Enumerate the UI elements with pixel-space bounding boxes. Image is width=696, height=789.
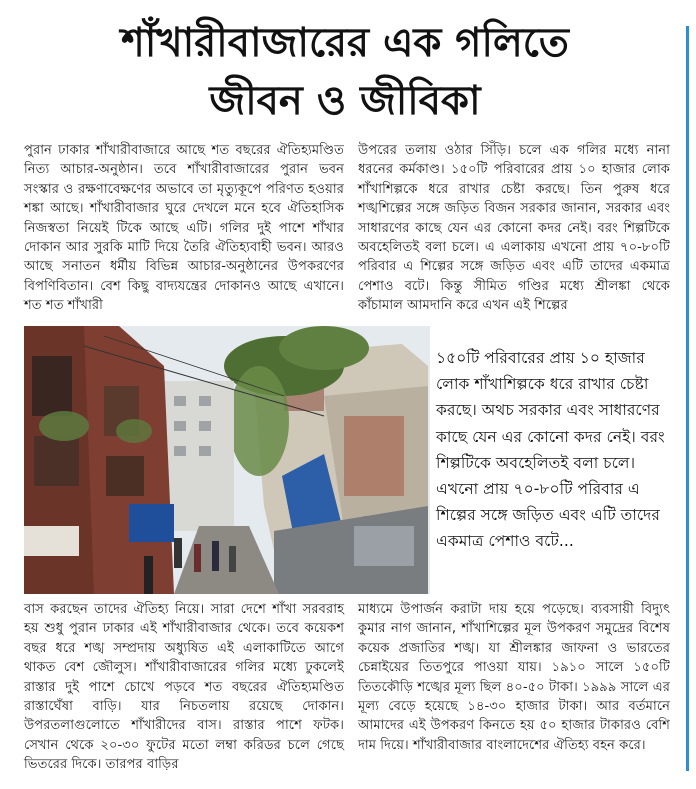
paragraph: উপরের তলায় ওঠার সিঁড়ি। চলে এক গলির মধ্যে নানা ধরনের কর্মকাণ্ড। ১৫০টি পরিবারের প্রায় ১০ হাজার লোক শাঁখাশিল্পকে ধরে রাখার চেষ্টা করছে। তিন পুরুষ ধরে শঙ্খশিল্পের সঙ্গে জড়িত বিজন সরকার জানান, সরকার এবং সাধারণের কাছে যেন এর কোনো কদর নেই। বরং শিল্পটিকে অবহেলিতই বলা চলে। এ এলাকায় এখনো প্রায় ৭০-৮০টি পরিবার এ শিল্পের সঙ্গে জড়িত এবং এটি তাদের একমাত্র পেশাও বটে। কিন্তু সীমিত গণ্ডির মধ্যে শ্রীলঙ্কা থেকে কাঁচামাল আমদানি করে এখন এই শিল্পের [358, 143, 670, 314]
article-column-right-bottom [358, 600, 670, 755]
pull-quote: ১৫০টি পরিবারের প্রায় ১০ হাজার লোক শাঁখাশিল্পকে ধরে রাখার চেষ্টা করছে। অথচ সরকার এবং সাধারণের কাছে যেন এর কোনো কদর নেই। বরং শিল্পটিকে অবহেলিতই বলা চলে। এখনো প্রায় ৭০-৮০টি পরিবার এ শিল্পের সঙ্গে জড়িত এবং এটি তাদের একমাত্র পেশাও বটে... [436, 349, 665, 551]
headline [0, 14, 690, 130]
paragraph: মাধ্যমে উপার্জন করাটা দায় হয়ে পড়েছে। ব্যবসায়ী বিদ্যুৎ কুমার নাগ জানান, শাঁখাশিল্পের মূল উপকরণ সমুদ্রের বিশেষ কয়েক প্রজাতির শঙ্খ। যা শ্রীলঙ্কার জাফনা ও ভারতের চেন্নাইয়ের তিতপুরে পাওয়া যায়। ১৯১০ সালে ১৫০টি তিতকৌড়ি শঙ্খের মূল্য ছিল ৪০-৫০ টাকা। ১৯৯৯ সালে এর মূল্য বেড়ে হয়েছে ১৪-৩০ হাজার টাকা। আর বর্তমানে আমাদের এই উপকরণ কিনতে হয় ৫০ হাজার টাকারও বেশি দাম দিয়ে। শাঁখারীবাজার বাংলাদেশের ঐতিহ্য বহন করে। [358, 602, 670, 753]
street-photo [24, 326, 430, 594]
article-column-left-bottom [24, 600, 344, 775]
paragraph: বাস করছেন তাদের ঐতিহ্য নিয়ে। সারা দেশে শাঁখা সরবরাহ হয় শুধু পুরান ঢাকার এই শাঁখারীবাজার থেকে। তবে কয়েকশ বছর ধরে শঙ্খ সম্প্রদায় অধ্যুষিত এই এলাকাটিতে আগে থাকত বেশ জৌলুস। শাঁখারীবাজারের গলির মধ্যে ঢুকলেই রাস্তার দুই পাশে চোখে পড়বে শত বছরের ঐতিহ্যমণ্ডিত রাস্তাঘেঁষা বাড়ি। যার নিচতলায় রয়েছে দোকান। উপরতলাগুলোতে শাঁখারীদের বাস। রাস্তার পাশে ফটক। সেখান থেকে ২০-৩০ ফুটের মতো লম্বা করিডর চলে গেছে ভিতরের দিকে। তারপর বাড়ির [24, 602, 344, 773]
street-photo-image [24, 326, 430, 594]
headline-line-2: জীবন ও জীবিকা [209, 77, 481, 124]
article-column-right-top [358, 141, 670, 316]
headline-line-1: শাঁখারীবাজারের এক গলিতে [121, 19, 569, 66]
paragraph: পুরান ঢাকার শাঁখারীবাজারে আছে শত বছরের ঐতিহ্যমণ্ডিত নিত্য আচার-অনুষ্ঠান। তবে শাঁখারীবাজারের পুরান ভবন সংস্কার ও রক্ষণাবেক্ষণের অভাবে তা মৃত্যুকূপে পরিণত হওয়ার শঙ্কা আছে। শাঁখারীবাজার ঘুরে দেখলে মনে হবে ঐতিহাসিক নিজস্বতা নিয়েই টিকে আছে এটি। গলির দুই পাশে শাঁখার দোকান আর সুরকি মাটি দিয়ে তৈরি ঐতিহ্যবাহী ভবন। আরও আছে সনাতন ধর্মীয় বিভিন্ন আচার-অনুষ্ঠানের উপকরণের বিপণিবিতান। বেশ কিছু বাদ্যযন্ত্রের দোকানও আছে এখানে। শত শত শাঁখারী [24, 143, 344, 314]
article-column-left-top [24, 141, 344, 316]
page-edge-rule [686, 26, 689, 771]
